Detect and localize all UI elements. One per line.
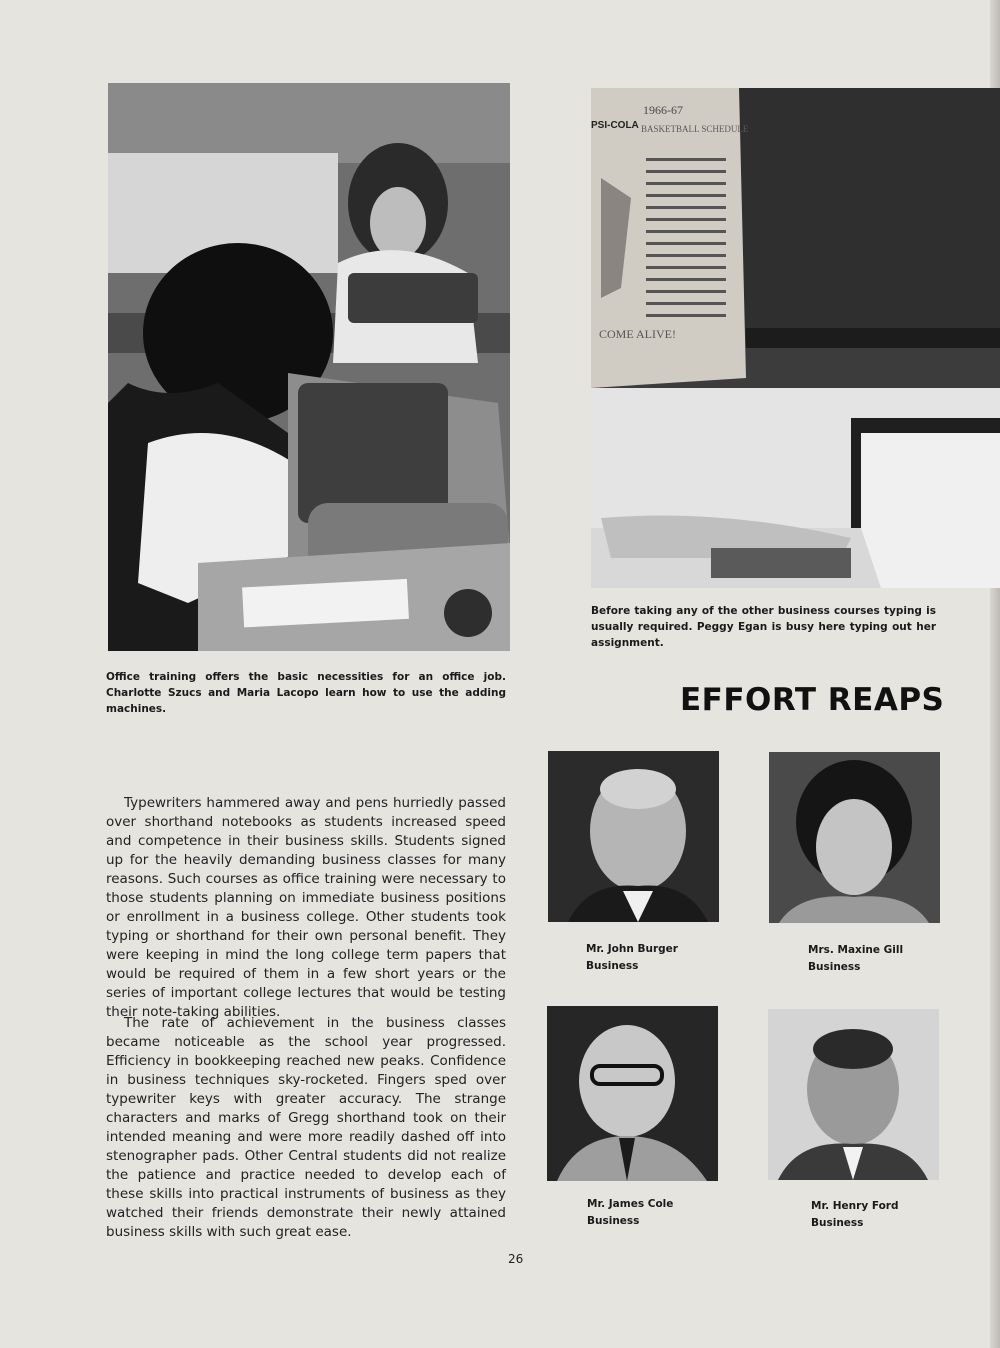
office-training-photo <box>108 83 510 651</box>
faculty-dept: Business <box>586 960 639 972</box>
office-training-caption: Office training offers the basic necessities for an office job. Charlotte Szucs and Maria Lacopo learn how to use the adding machines. <box>106 671 506 715</box>
portrait-maxine-gill <box>769 752 940 923</box>
typing-photo <box>591 88 1000 588</box>
portrait-james-cole <box>547 1006 718 1181</box>
faculty-cole-caption <box>587 1196 673 1230</box>
body-paragraph-2: The rate of achievement in the business classes became noticeable as the school year progressed. Efficiency in bookkeeping reached new peaks. Confidence in business techniques sky-rocketed. Fingers sped over typewriter keys with greater accuracy. The strange characters and marks of Gregg shorthand took on their intended meaning and were more readily dashed off into stenographer pads. Other Central students did not realize the patience and practice needed to develop each of these skills into practical instruments of business as they watched their friends demonstrate their newly attained business skills with such great ease. <box>106 1015 506 1240</box>
poster-brand: PSI-COLA <box>591 120 639 131</box>
page-number: 26 <box>508 1252 524 1266</box>
faculty-dept: Business <box>587 1215 640 1227</box>
poster-subtitle: BASKETBALL SCHEDULE <box>641 124 749 134</box>
faculty-dept: Business <box>811 1217 864 1229</box>
faculty-dept: Business <box>808 961 861 973</box>
faculty-burger-caption <box>586 941 678 975</box>
faculty-name: Mr. James Cole <box>587 1198 674 1210</box>
poster-slogan: COME ALIVE! <box>599 327 676 341</box>
portrait-john-burger <box>548 751 719 922</box>
faculty-ford-caption <box>811 1198 899 1232</box>
faculty-gill-caption <box>808 942 903 976</box>
typing-caption: Before taking any of the other business courses typing is usually required. Peggy Egan is busy here typing out her assignment. <box>591 605 936 649</box>
section-headline: EFFORT REAPS <box>680 682 945 718</box>
portrait-henry-ford <box>768 1009 939 1180</box>
poster-title: 1966-67 <box>643 103 683 117</box>
faculty-name: Mr. Henry Ford <box>811 1200 899 1212</box>
body-paragraph-1: Typewriters hammered away and pens hurriedly passed over shorthand notebooks as students increased speed and competence in their business skills. Students signed up for the heavily demanding business classes for many reasons. Such courses as office training were necessary to those students planning on immediate business positions or enrollment in a business college. Other students took typing or shorthand for their own personal benefit. They were keeping in mind the long college term papers that would be required of them in a few short years or the series of important college lectures that would be testing their note-taking abilities. <box>106 795 506 1020</box>
faculty-name: Mrs. Maxine Gill <box>808 944 904 956</box>
faculty-name: Mr. John Burger <box>586 943 678 955</box>
